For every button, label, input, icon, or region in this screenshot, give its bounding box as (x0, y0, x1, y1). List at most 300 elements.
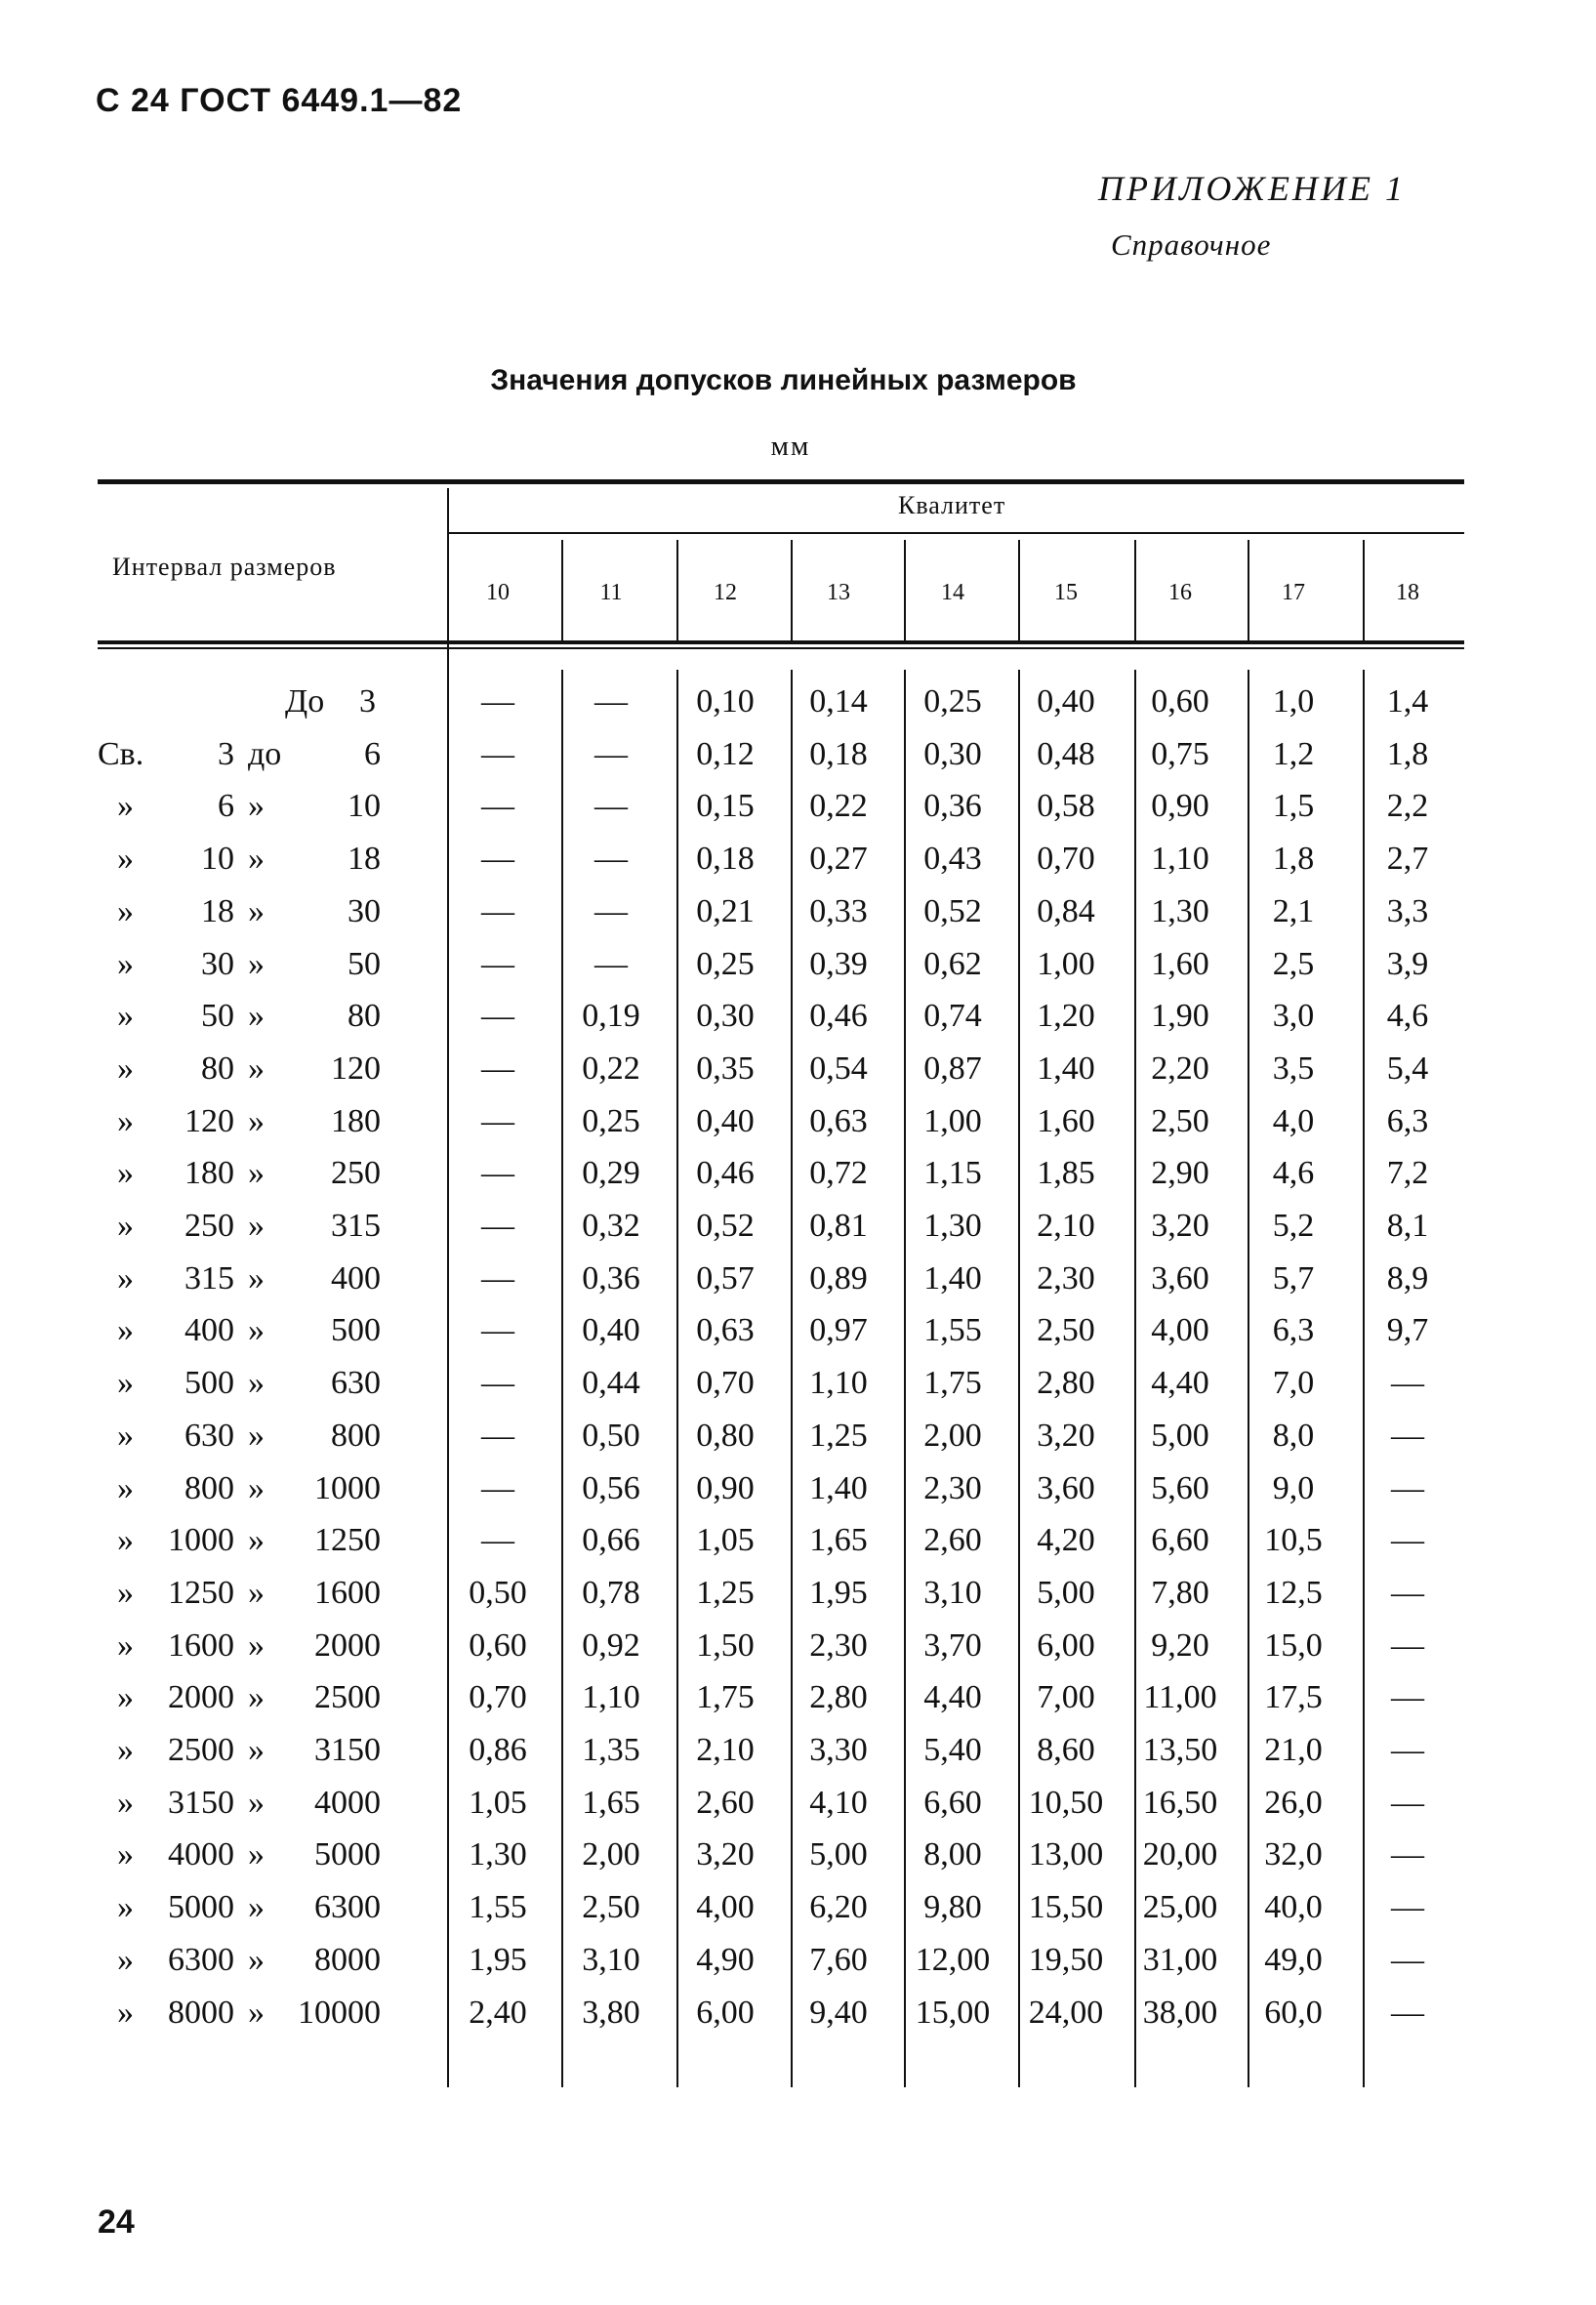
table-cell: 6,60 (1151, 1522, 1209, 1558)
table-cell: 3,60 (1037, 1470, 1095, 1506)
column-divider (561, 540, 563, 640)
row-prefix: » (117, 1260, 134, 1297)
table-cell: 60,0 (1264, 1995, 1323, 2031)
table-cell: 0,90 (1151, 788, 1209, 824)
row-prefix: » (117, 1208, 134, 1244)
table-cell: 1,65 (809, 1522, 868, 1558)
row-prefix: » (117, 893, 134, 929)
table-cell: 17,5 (1264, 1679, 1323, 1715)
table-cell: 2,60 (923, 1522, 982, 1558)
table-cell: 1,90 (1151, 998, 1209, 1034)
table-cell: 2,7 (1386, 841, 1429, 877)
table-cell: 0,33 (809, 893, 868, 929)
row-prefix: » (117, 1679, 134, 1715)
table-cell: 1,40 (1037, 1050, 1095, 1087)
table-cell: 0,70 (696, 1365, 755, 1401)
row-to: 120 (331, 1050, 381, 1087)
table-top-rule (98, 479, 1464, 484)
row-separator: » (248, 946, 265, 982)
table-cell: — (481, 1050, 514, 1087)
table-cell: 7,2 (1386, 1155, 1429, 1191)
table-cell: 0,92 (582, 1627, 640, 1664)
grade-column-header: 16 (1168, 580, 1192, 605)
table-cell: 3,20 (1037, 1418, 1095, 1454)
table-cell: 7,00 (1037, 1679, 1095, 1715)
table-cell: 1,75 (923, 1365, 982, 1401)
row-to: 1000 (314, 1470, 381, 1506)
table-cell: 1,4 (1386, 683, 1429, 720)
row-from: 400 (184, 1312, 234, 1348)
table-cell: — (481, 1470, 514, 1506)
row-prefix: » (117, 1836, 134, 1873)
table-cell: 3,5 (1272, 1050, 1315, 1087)
table-cell: 5,40 (923, 1732, 982, 1768)
table-title: Значения допусков линейных размеров (490, 364, 1077, 396)
table-cell: 4,00 (1151, 1312, 1209, 1348)
row-separator: » (248, 1418, 265, 1454)
table-cell: 0,63 (809, 1103, 868, 1139)
table-cell: 5,4 (1386, 1050, 1429, 1087)
table-cell: 0,48 (1037, 736, 1095, 772)
row-from: 2500 (168, 1732, 234, 1768)
table-cell: 1,30 (1151, 893, 1209, 929)
grade-header-rule (447, 532, 1464, 534)
row-prefix: » (117, 1418, 134, 1454)
table-cell: 20,00 (1142, 1836, 1218, 1873)
row-separator: » (248, 1208, 265, 1244)
table-cell: 2,10 (1037, 1208, 1095, 1244)
table-cell: — (1391, 1575, 1424, 1611)
row-from: 6 (218, 788, 234, 824)
table-cell: 0,87 (923, 1050, 982, 1087)
row-prefix: » (117, 1785, 134, 1821)
table-cell: 0,27 (809, 841, 868, 877)
table-cell: 0,60 (469, 1627, 527, 1664)
table-cell: 0,75 (1151, 736, 1209, 772)
row-to: 8000 (314, 1942, 381, 1978)
table-cell: 32,0 (1264, 1836, 1323, 1873)
table-cell: 0,44 (582, 1365, 640, 1401)
row-to: 1250 (314, 1522, 381, 1558)
table-cell: 0,30 (696, 998, 755, 1034)
table-cell: 2,50 (582, 1889, 640, 1925)
table-cell: 1,10 (1151, 841, 1209, 877)
table-cell: 9,40 (809, 1995, 868, 2031)
page-number: 24 (98, 2203, 135, 2241)
row-from: 6300 (168, 1942, 234, 1978)
row-from: 250 (184, 1208, 234, 1244)
table-cell: 4,6 (1272, 1155, 1315, 1191)
table-cell: 1,50 (696, 1627, 755, 1664)
table-cell: — (481, 841, 514, 877)
table-cell: 2,00 (923, 1418, 982, 1454)
table-cell: 9,7 (1386, 1312, 1429, 1348)
row-from: 2000 (168, 1679, 234, 1715)
table-cell: 0,58 (1037, 788, 1095, 824)
table-cell: 0,72 (809, 1155, 868, 1191)
row-from: 800 (184, 1470, 234, 1506)
row-to: 50 (348, 946, 381, 982)
table-cell: 3,60 (1151, 1260, 1209, 1297)
row-separator: » (248, 788, 265, 824)
table-cell: 0,22 (809, 788, 868, 824)
table-cell: 1,0 (1272, 683, 1315, 720)
row-from: 30 (201, 946, 234, 982)
table-cell: 1,05 (469, 1785, 527, 1821)
row-to: 400 (331, 1260, 381, 1297)
table-cell: 0,46 (809, 998, 868, 1034)
table-cell: — (1391, 1732, 1424, 1768)
row-separator: До (285, 683, 325, 720)
table-cell: 9,20 (1151, 1627, 1209, 1664)
table-cell: 2,20 (1151, 1050, 1209, 1087)
appendix-subtitle: Справочное (1111, 227, 1272, 262)
table-cell: 0,32 (582, 1208, 640, 1244)
row-to: 6300 (314, 1889, 381, 1925)
table-cell: 0,18 (696, 841, 755, 877)
table-cell: 24,00 (1028, 1995, 1104, 2031)
table-cell: 0,81 (809, 1208, 868, 1244)
table-cell: 0,97 (809, 1312, 868, 1348)
row-prefix: » (117, 788, 134, 824)
table-cell: 8,0 (1272, 1418, 1315, 1454)
table-cell: 2,30 (923, 1470, 982, 1506)
table-cell: 4,40 (1151, 1365, 1209, 1401)
row-separator: » (248, 1365, 265, 1401)
table-cell: 5,2 (1272, 1208, 1315, 1244)
table-cell: 1,15 (923, 1155, 982, 1191)
row-from: 8000 (168, 1995, 234, 2031)
table-cell: — (481, 683, 514, 720)
table-cell: 1,35 (582, 1732, 640, 1768)
row-separator: » (248, 1050, 265, 1087)
table-cell: 1,95 (469, 1942, 527, 1978)
table-cell: 49,0 (1264, 1942, 1323, 1978)
table-cell: 0,12 (696, 736, 755, 772)
table-cell: 0,19 (582, 998, 640, 1034)
table-cell: — (594, 946, 628, 982)
row-prefix: » (117, 946, 134, 982)
table-cell: 9,80 (923, 1889, 982, 1925)
row-prefix: » (117, 1995, 134, 2031)
table-cell: — (481, 1312, 514, 1348)
table-cell: 2,50 (1037, 1312, 1095, 1348)
row-to: 3 (359, 683, 376, 720)
interval-header: Интервал размеров (112, 553, 337, 581)
table-cell: 0,40 (696, 1103, 755, 1139)
row-prefix: » (117, 1942, 134, 1978)
table-cell: 12,00 (915, 1942, 991, 1978)
row-to: 80 (348, 998, 381, 1034)
row-prefix: » (117, 841, 134, 877)
grade-group-header: Квалитет (898, 491, 1006, 519)
row-prefix: » (117, 1470, 134, 1506)
row-from: 5000 (168, 1889, 234, 1925)
table-cell: 0,84 (1037, 893, 1095, 929)
table-cell: 2,80 (809, 1679, 868, 1715)
row-separator: » (248, 1942, 265, 1978)
table-cell: 0,29 (582, 1155, 640, 1191)
table-cell: 1,55 (923, 1312, 982, 1348)
row-from: 1000 (168, 1522, 234, 1558)
column-divider (1018, 540, 1020, 640)
table-cell: 0,89 (809, 1260, 868, 1297)
table-cell: 0,10 (696, 683, 755, 720)
column-divider (1248, 540, 1249, 640)
table-cell: 1,60 (1151, 946, 1209, 982)
row-to: 500 (331, 1312, 381, 1348)
row-from: 315 (184, 1260, 234, 1297)
table-cell: — (481, 1260, 514, 1297)
column-divider (676, 540, 678, 640)
table-cell: 0,60 (1151, 683, 1209, 720)
table-cell: 1,25 (809, 1418, 868, 1454)
row-to: 250 (331, 1155, 381, 1191)
table-cell: 0,70 (1037, 841, 1095, 877)
table-cell: 0,36 (923, 788, 982, 824)
table-cell: 21,0 (1264, 1732, 1323, 1768)
table-cell: 1,75 (696, 1679, 755, 1715)
table-cell: 5,00 (809, 1836, 868, 1873)
table-cell: 10,5 (1264, 1522, 1323, 1558)
table-cell: 8,60 (1037, 1732, 1095, 1768)
table-cell: 1,00 (923, 1103, 982, 1139)
table-cell: 8,9 (1386, 1260, 1429, 1297)
table-cell: 0,22 (582, 1050, 640, 1087)
table-cell: 0,52 (923, 893, 982, 929)
table-cell: 2,90 (1151, 1155, 1209, 1191)
table-cell: — (594, 683, 628, 720)
header-bottom-rule-thin (98, 647, 1464, 649)
table-cell: 7,60 (809, 1942, 868, 1978)
table-cell: 1,40 (923, 1260, 982, 1297)
table-cell: 6,20 (809, 1889, 868, 1925)
table-cell: 0,54 (809, 1050, 868, 1087)
grade-column-header: 15 (1054, 580, 1078, 605)
table-cell: 0,78 (582, 1575, 640, 1611)
table-cell: 7,0 (1272, 1365, 1315, 1401)
row-to: 5000 (314, 1836, 381, 1873)
column-divider (791, 540, 793, 640)
row-from: 500 (184, 1365, 234, 1401)
table-cell: — (1391, 1627, 1424, 1664)
row-to: 10000 (298, 1995, 381, 2031)
table-cell: 1,30 (923, 1208, 982, 1244)
table-cell: 2,80 (1037, 1365, 1095, 1401)
row-from: 1600 (168, 1627, 234, 1664)
table-cell: 26,0 (1264, 1785, 1323, 1821)
table-cell: — (481, 1522, 514, 1558)
table-cell: 3,3 (1386, 893, 1429, 929)
table-cell: 2,5 (1272, 946, 1315, 982)
row-to: 800 (331, 1418, 381, 1454)
table-cell: 1,8 (1272, 841, 1315, 877)
table-cell: 1,30 (469, 1836, 527, 1873)
table-cell: 0,70 (469, 1679, 527, 1715)
table-cell: 0,30 (923, 736, 982, 772)
table-cell: 15,0 (1264, 1627, 1323, 1664)
row-prefix: Св. (98, 736, 144, 772)
table-cell: 1,55 (469, 1889, 527, 1925)
table-unit: мм (770, 431, 811, 462)
table-cell: 3,30 (809, 1732, 868, 1768)
table-cell: 2,60 (696, 1785, 755, 1821)
row-prefix: » (117, 1575, 134, 1611)
table-cell: 0,35 (696, 1050, 755, 1087)
table-cell: 0,46 (696, 1155, 755, 1191)
row-from: 10 (201, 841, 234, 877)
header-reference: С 24 ГОСТ 6449.1—82 (96, 82, 463, 119)
row-separator: » (248, 1103, 265, 1139)
table-cell: — (1391, 1785, 1424, 1821)
table-cell: 15,00 (915, 1995, 991, 2031)
table-cell: 0,63 (696, 1312, 755, 1348)
table-cell: — (481, 736, 514, 772)
row-separator: » (248, 841, 265, 877)
grade-column-header: 14 (941, 580, 964, 605)
table-cell: — (481, 1103, 514, 1139)
row-to: 315 (331, 1208, 381, 1244)
row-from: 18 (201, 893, 234, 929)
table-cell: 1,05 (696, 1522, 755, 1558)
row-separator: » (248, 1995, 265, 2031)
row-separator: » (248, 1889, 265, 1925)
table-cell: 0,36 (582, 1260, 640, 1297)
row-separator: до (248, 736, 282, 772)
table-cell: 6,00 (696, 1995, 755, 2031)
row-from: 120 (184, 1103, 234, 1139)
row-prefix: » (117, 1732, 134, 1768)
row-prefix: » (117, 998, 134, 1034)
table-cell: 12,5 (1264, 1575, 1323, 1611)
table-cell: 3,0 (1272, 998, 1315, 1034)
table-cell: 1,85 (1037, 1155, 1095, 1191)
row-separator: » (248, 1312, 265, 1348)
row-separator: » (248, 1836, 265, 1873)
row-to: 4000 (314, 1785, 381, 1821)
table-cell: 0,25 (696, 946, 755, 982)
table-cell: 0,21 (696, 893, 755, 929)
table-cell: 4,40 (923, 1679, 982, 1715)
table-cell: 2,1 (1272, 893, 1315, 929)
table-cell: 4,90 (696, 1942, 755, 1978)
table-cell: 31,00 (1142, 1942, 1218, 1978)
table-cell: — (594, 893, 628, 929)
row-to: 1600 (314, 1575, 381, 1611)
row-separator: » (248, 1470, 265, 1506)
row-to: 18 (348, 841, 381, 877)
table-cell: 2,40 (469, 1995, 527, 2031)
table-cell: 38,00 (1142, 1995, 1218, 2031)
grade-column-header: 17 (1282, 580, 1305, 605)
grade-column-header: 18 (1396, 580, 1419, 605)
table-cell: — (481, 946, 514, 982)
row-prefix: » (117, 1050, 134, 1087)
table-cell: 6,3 (1386, 1103, 1429, 1139)
table-cell: 3,70 (923, 1627, 982, 1664)
table-cell: 3,20 (696, 1836, 755, 1873)
table-cell: 1,8 (1386, 736, 1429, 772)
table-cell: 11,00 (1143, 1679, 1217, 1715)
grade-column-header: 11 (599, 580, 623, 605)
row-separator: » (248, 1575, 265, 1611)
row-to: 6 (364, 736, 381, 772)
table-cell: 1,20 (1037, 998, 1095, 1034)
header-bottom-rule (98, 640, 1464, 644)
table-cell: 3,10 (923, 1575, 982, 1611)
table-cell: 4,20 (1037, 1522, 1095, 1558)
table-cell: 1,95 (809, 1575, 868, 1611)
row-prefix: » (117, 1889, 134, 1925)
table-cell: 0,40 (1037, 683, 1095, 720)
table-cell: 0,50 (582, 1418, 640, 1454)
row-prefix: » (117, 1365, 134, 1401)
table-cell: 19,50 (1028, 1942, 1104, 1978)
table-cell: 6,00 (1037, 1627, 1095, 1664)
table-cell: 2,30 (809, 1627, 868, 1664)
table-cell: — (1391, 1418, 1424, 1454)
table-cell: 2,30 (1037, 1260, 1095, 1297)
table-cell: — (1391, 1679, 1424, 1715)
table-cell: 0,25 (582, 1103, 640, 1139)
grade-column-header: 13 (827, 580, 850, 605)
table-cell: — (1391, 1836, 1424, 1873)
table-cell: 0,90 (696, 1470, 755, 1506)
table-cell: — (594, 788, 628, 824)
table-cell: 0,56 (582, 1470, 640, 1506)
row-from: 1250 (168, 1575, 234, 1611)
table-cell: 5,00 (1037, 1575, 1095, 1611)
table-cell: 13,50 (1142, 1732, 1218, 1768)
column-divider (904, 540, 906, 640)
table-cell: 8,00 (923, 1836, 982, 1873)
table-cell: 0,86 (469, 1732, 527, 1768)
table-cell: 13,00 (1028, 1836, 1104, 1873)
row-to: 2000 (314, 1627, 381, 1664)
table-cell: 2,10 (696, 1732, 755, 1768)
table-cell: 3,20 (1151, 1208, 1209, 1244)
row-separator: » (248, 893, 265, 929)
table-cell: — (1391, 1365, 1424, 1401)
row-to: 630 (331, 1365, 381, 1401)
table-cell: 0,43 (923, 841, 982, 877)
column-divider (1134, 540, 1136, 640)
table-cell: 0,18 (809, 736, 868, 772)
table-cell: — (1391, 1522, 1424, 1558)
table-cell: 2,00 (582, 1836, 640, 1873)
table-cell: — (594, 736, 628, 772)
appendix-title: ПРИЛОЖЕНИЕ 1 (1098, 169, 1406, 208)
table-cell: 0,66 (582, 1522, 640, 1558)
table-cell: — (1391, 1995, 1424, 2031)
column-divider (1363, 540, 1365, 640)
table-cell: — (481, 1365, 514, 1401)
table-cell: 0,74 (923, 998, 982, 1034)
grade-column-header: 12 (714, 580, 737, 605)
table-cell: — (481, 1418, 514, 1454)
table-cell: 1,00 (1037, 946, 1095, 982)
table-cell: 0,50 (469, 1575, 527, 1611)
row-separator: » (248, 1627, 265, 1664)
table-cell: 25,00 (1142, 1889, 1218, 1925)
table-cell: 0,15 (696, 788, 755, 824)
row-from: 50 (201, 998, 234, 1034)
table-cell: — (481, 998, 514, 1034)
grade-column-header: 10 (486, 580, 510, 605)
table-cell: 3,80 (582, 1995, 640, 2031)
table-cell: — (1391, 1889, 1424, 1925)
table-cell: — (481, 788, 514, 824)
